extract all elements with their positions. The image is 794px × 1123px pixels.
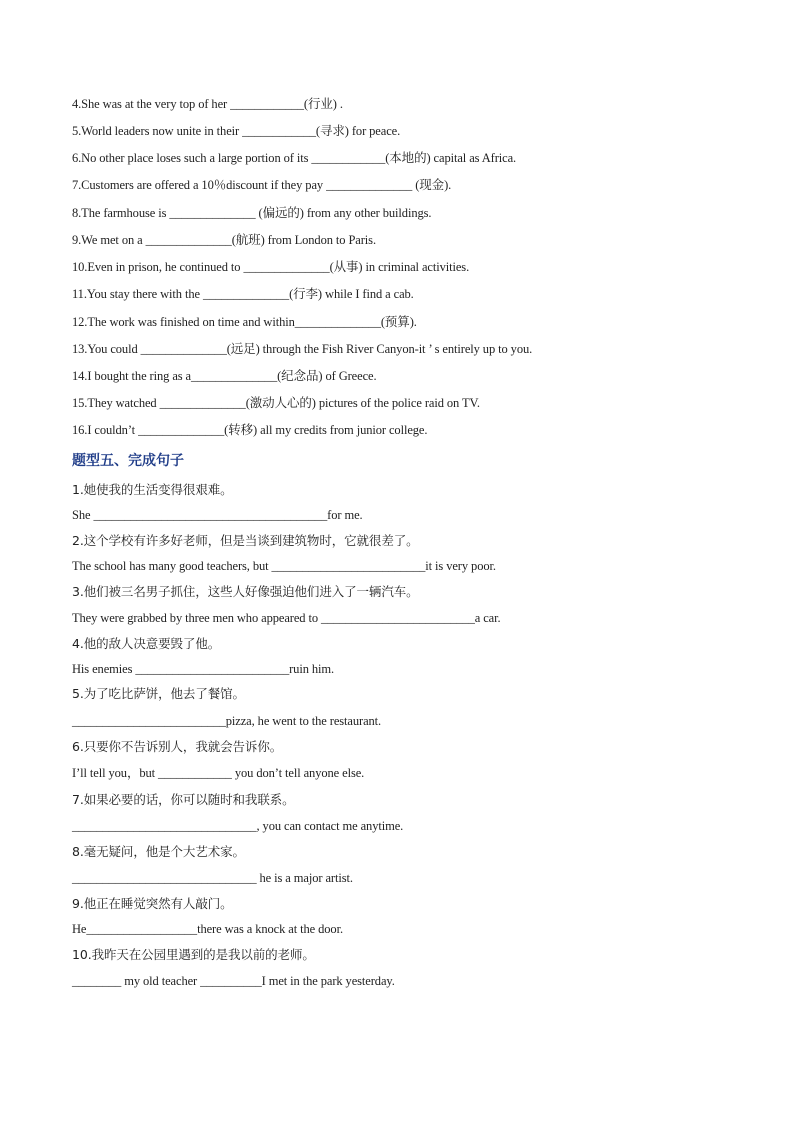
- vocab-item-16: 16.I couldn’t ______________(转移) all my credits from junior college.: [72, 423, 428, 437]
- sentence-en-8: ______________________________ he is a major artist.: [72, 871, 353, 885]
- vocab-item-6: 6.No other place loses such a large portion of its ____________(本地的) capital as Africa.: [72, 151, 517, 165]
- sentence-cn-2: 2.这个学校有许多好老师，但是当谈到建筑物时，它就很差了。: [72, 533, 419, 548]
- sentence-en-1: She ______________________________________for me.: [72, 508, 363, 522]
- sentence-en-2: The school has many good teachers, but _________________________it is very poor.: [72, 559, 496, 573]
- vocab-item-14: 14.I bought the ring as a______________(纪念品) of Greece.: [72, 369, 377, 383]
- vocab-item-4: 4.She was at the very top of her ____________(行业) .: [72, 97, 343, 111]
- sentence-en-7: ______________________________, you can contact me anytime.: [72, 819, 404, 833]
- vocab-item-10: 10.Even in prison, he continued to ______________(从事) in criminal activities.: [72, 260, 470, 274]
- vocab-item-15: 15.They watched ______________(激动人心的) pictures of the police raid on TV.: [72, 396, 480, 410]
- sentence-cn-9: 9.他正在睡觉突然有人敲门。: [72, 896, 233, 911]
- sentence-en-9: He__________________there was a knock at the door.: [72, 922, 343, 936]
- sentence-cn-5: 5.为了吃比萨饼，他去了餐馆。: [72, 686, 245, 701]
- vocab-item-9: 9.We met on a ______________(航班) from London to Paris.: [72, 233, 376, 247]
- vocab-item-8: 8.The farmhouse is ______________ (偏远的) from any other buildings.: [72, 206, 432, 220]
- sentence-cn-6: 6.只要你不告诉别人，我就会告诉你。: [72, 739, 283, 754]
- sentence-en-4: His enemies _________________________ruin him.: [72, 662, 335, 676]
- sentence-cn-8: 8.毫无疑问，他是个大艺术家。: [72, 844, 245, 859]
- sentence-cn-7: 7.如果必要的话，你可以随时和我联系。: [72, 792, 295, 807]
- sentence-en-5: _________________________pizza, he went to the restaurant.: [72, 714, 382, 728]
- sentence-en-10: ________ my old teacher __________I met in the park yesterday.: [72, 974, 395, 988]
- vocab-item-11: 11.You stay there with the ______________(行李) while I find a cab.: [72, 287, 414, 301]
- vocab-item-5: 5.World leaders now unite in their ____________(寻求) for peace.: [72, 124, 401, 138]
- sentence-en-3: They were grabbed by three men who appeared to _________________________a car.: [72, 611, 501, 625]
- sentence-cn-3: 3.他们被三名男子抓住，这些人好像强迫他们进入了一辆汽车。: [72, 584, 419, 599]
- vocab-item-13: 13.You could ______________(远足) through the Fish River Canyon-it ’ s entirely up to you.: [72, 342, 533, 356]
- sentence-cn-4: 4.他的敌人决意要毁了他。: [72, 636, 221, 651]
- vocab-item-12: 12.The work was finished on time and within______________(预算).: [72, 315, 417, 329]
- vocab-item-7: 7.Customers are offered a 10％discount if they pay ______________ (现金).: [72, 178, 452, 192]
- sentence-en-6: I’ll tell you，but ____________ you don’t tell anyone else.: [72, 766, 365, 780]
- sentence-cn-1: 1.她使我的生活变得很艰难。: [72, 482, 233, 497]
- sentence-cn-10: 10.我昨天在公园里遇到的是我以前的老师。: [72, 947, 315, 962]
- section-heading: 题型五、完成句子: [72, 453, 184, 469]
